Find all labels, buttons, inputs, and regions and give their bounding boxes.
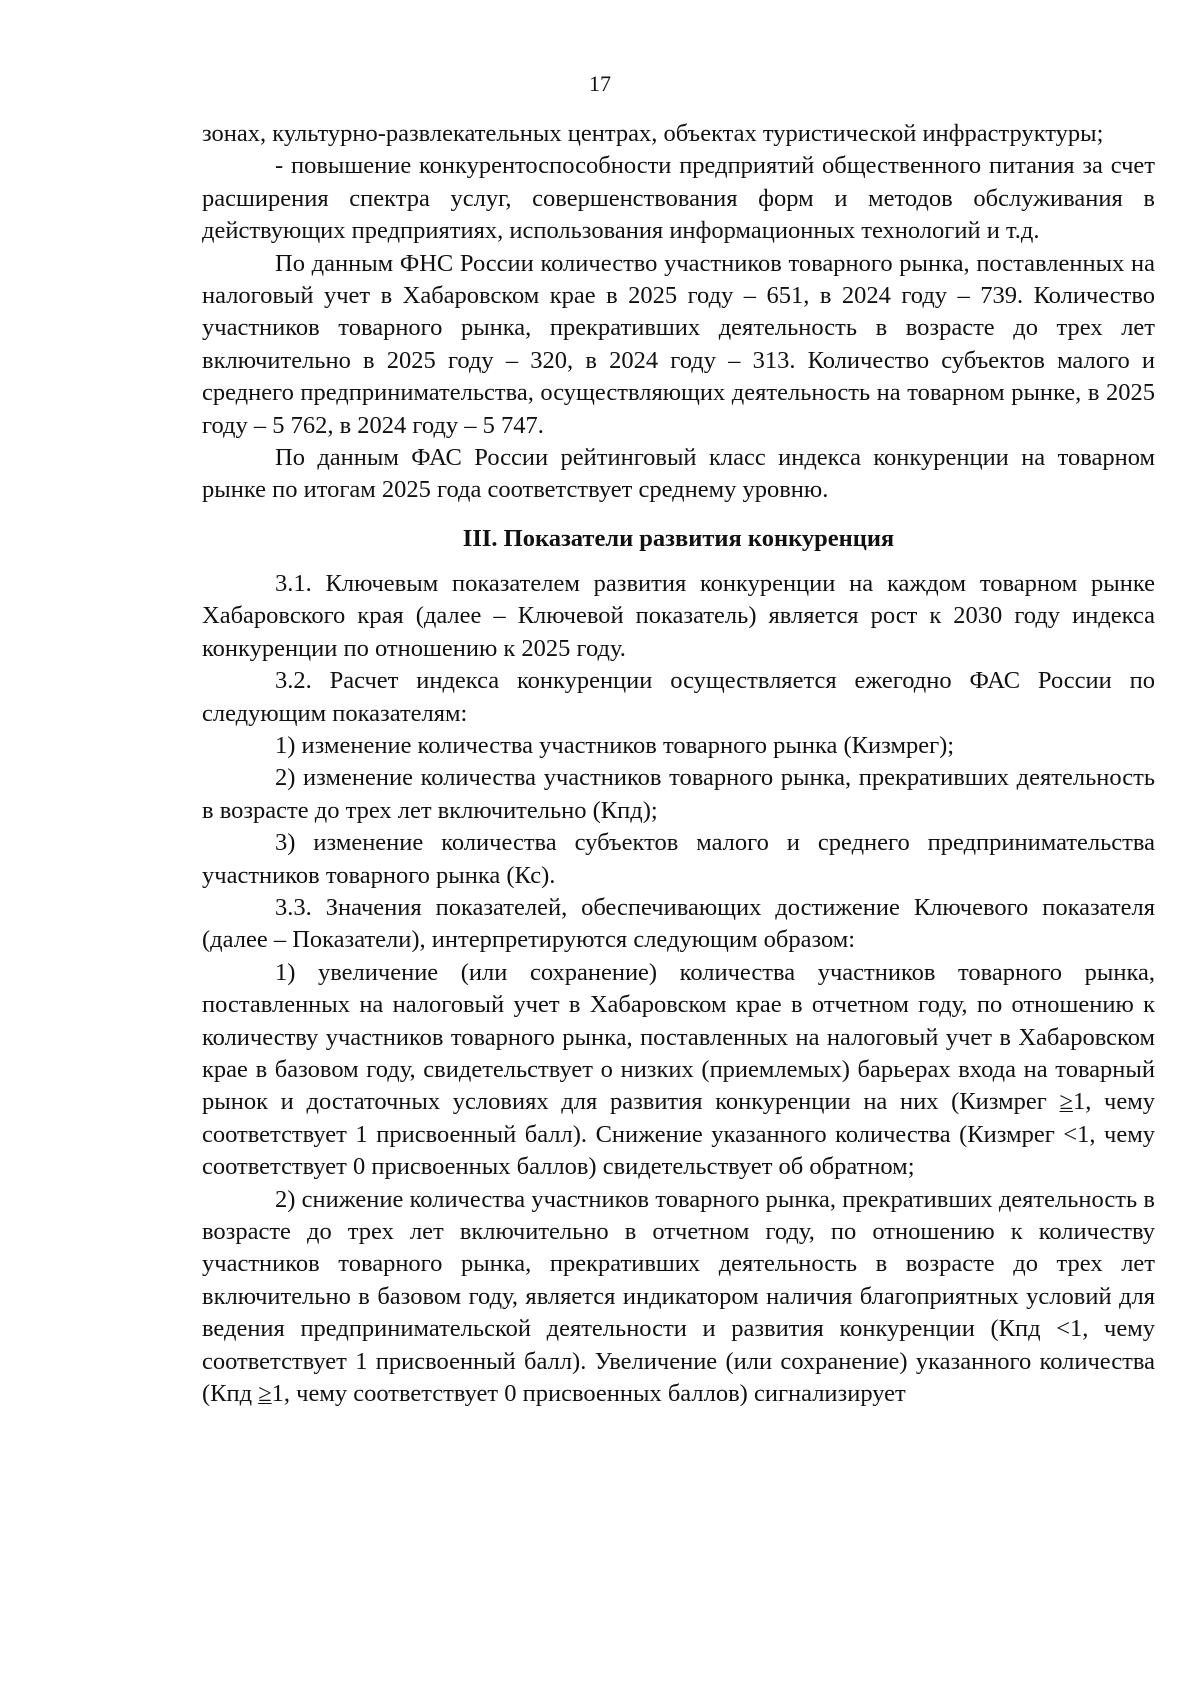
greater-or-equal-sign: ≥	[1059, 1088, 1073, 1116]
greater-or-equal-sign: ≥	[258, 1380, 272, 1408]
list-item-3-3-1-text-a: 1) увеличение (или сохранение) количества участников товарного рынка, поставленных на налоговый учет в Хабаровском крае в отчетном году, по отношению к количеству участников товарного рынка, поставленных на налоговый учет в Хабаровском крае в базовом году, свидетельствует о низких (приемлемых) барьерах входа на товарный рынок и достаточных условиях для развития конкуренции на них (Кизмрег	[202, 958, 1155, 1116]
list-item-3-2-2: 2) изменение количества участников товарного рынка, прекративших деятельность в возрасте до трех лет включительно (Кпд);	[202, 764, 1155, 824]
section-heading: III. Показатели развития конкуренция	[462, 524, 895, 552]
list-item-3-3-2-text-a: 2) снижение количества участников товарного рынка, прекративших деятельность в возрасте до трех лет включительно в отчетном году, по отношению к количеству участников товарного рынка, прекративших деятельность в возрасте до трех лет включительно в базовом году, является индикатором наличия благоприятных условий для ведения предпринимательской деятельности и развития конкуренции (Кпд <1, чему соответствует 1 присвоенный балл). Увеличение (или сохранение) указанного количества (Кпд	[202, 1185, 1155, 1408]
paragraph-fas-rating: По данным ФАС России рейтинговый класс индекса конкуренции на товарном рынке по итогам 2025 года соответствует среднему уровню.	[202, 444, 1155, 504]
list-item-3-3-1	[202, 957, 1155, 1184]
page-number: 17	[589, 71, 611, 96]
paragraph-fns-statistics: По данным ФНС России количество участников товарного рынка, поставленных на налоговый учет в Хабаровском крае в 2025 году – 651, в 2024 году – 739. Количество участников товарного рынка, прекративших деятельность в возрасте до трех лет включительно в 2025 году – 320, в 2024 году – 313. Количество субъектов малого и среднего предпринимательства, осуществляющих деятельность на товарном рынке, в 2025 году – 5 762, в 2024 году – 5 747.	[202, 249, 1155, 439]
paragraph-continuation: зонах, культурно-развлекательных центрах, объектах туристической инфраструктуры;	[202, 120, 1104, 147]
paragraph-3-3: 3.3. Значения показателей, обеспечивающих достижение Ключевого показателя (далее – Показатели), интерпретируются следующим образом:	[202, 893, 1155, 954]
list-item-3-3-2	[202, 1184, 1155, 1411]
list-item-3-3-2-text-b: 1, чему соответствует 0 присвоенных баллов) сигнализирует	[271, 1380, 906, 1408]
paragraph-3-2: 3.2. Расчет индекса конкуренции осуществляется ежегодно ФАС России по следующим показателям:	[202, 667, 1155, 727]
document-body	[202, 118, 1155, 1410]
list-item-3-3-1-text-b: 1, чему соответствует 1 присвоенный балл). Снижение указанного количества (Кизмрег <1, чему соответствует 0 присвоенных баллов) свидетельствует об обратном;	[202, 1088, 1155, 1181]
paragraph-catering-competitiveness: - повышение конкурентоспособности предприятий общественного питания за счет расширения спектра услуг, совершенствования форм и методов обслуживания в действующих предприятиях, использования информационных технологий и т.д.	[202, 152, 1155, 245]
list-item-3-2-1: 1) изменение количества участников товарного рынка (Кизмрег);	[275, 731, 955, 759]
list-item-3-2-3: 3) изменение количества субъектов малого и среднего предпринимательства участников товарного рынка (Кс).	[202, 829, 1155, 889]
paragraph-3-1: 3.1. Ключевым показателем развития конкуренции на каждом товарном рынке Хабаровского края (далее – Ключевой показатель) является рост к 2030 году индекса конкуренции по отношению к 2025 году.	[202, 569, 1155, 662]
